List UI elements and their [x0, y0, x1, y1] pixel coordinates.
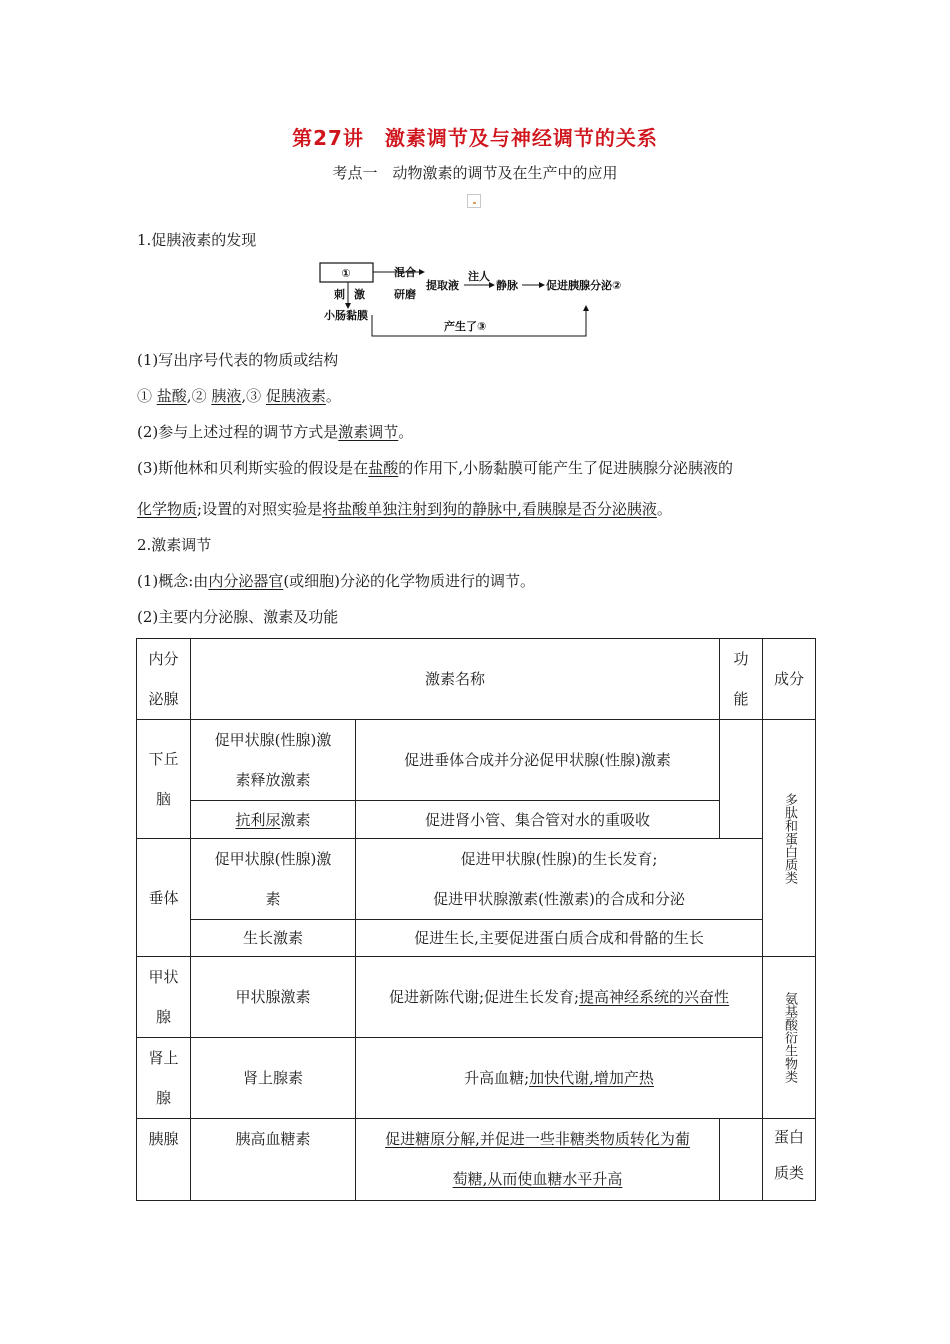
diagram-result: 促进胰腺分泌②	[546, 279, 622, 292]
function-epinephrine: 升高血糖;加快代谢,增加产热	[356, 1038, 763, 1119]
diagram-stim2: 激	[354, 288, 365, 301]
header-component: 成分	[763, 639, 816, 720]
table-row	[137, 957, 816, 1038]
gland-thyroid: 甲状 腺	[137, 957, 191, 1038]
table-row	[137, 920, 816, 957]
hormone-adh: 抗利尿激素	[191, 801, 356, 839]
table-row	[137, 801, 816, 839]
concept-line: (1)概念:由内分泌器官(或细胞)分泌的化学物质进行的调节。	[137, 572, 536, 590]
diagram-extract: 提取液	[426, 279, 459, 292]
section2-heading: 2.激素调节	[137, 536, 212, 554]
answer-regulation: 激素调节	[338, 423, 399, 441]
gland-pituitary: 垂体	[137, 839, 191, 957]
section-subtitle: 考点一 动物激素的调节及在生产中的应用	[332, 164, 618, 182]
hormone-thyroxine: 甲状腺激素	[191, 957, 356, 1038]
question-2: (2)参与上述过程的调节方式是激素调节。	[137, 423, 414, 441]
component-peptide: 多肽和蛋白质类	[763, 720, 816, 957]
function-glucagon: 促进糖原分解,并促进一些非糖类物质转化为葡 萄糖,从而使血糖水平升高	[356, 1119, 720, 1201]
hormone-gh: 生长激素	[191, 920, 356, 957]
question-1: (1)写出序号代表的物质或结构	[137, 351, 339, 369]
table-row	[137, 839, 816, 920]
component-amino: 氨基酸衍生物类	[763, 957, 816, 1119]
section1-heading: 1.促胰液素的发现	[137, 231, 257, 249]
header-gland: 内分 泌腺	[137, 639, 191, 720]
diagram-inject: 注人	[468, 270, 490, 283]
gland-adrenal: 肾上 腺	[137, 1038, 191, 1119]
diagram-produce: 产生了③	[444, 320, 487, 333]
question-3-line1: (3)斯他林和贝利斯实验的假设是在盐酸的作用下,小肠黏膜可能产生了促进胰腺分泌胰液的	[137, 459, 734, 477]
answer-secretin: 促胰液素	[265, 387, 326, 405]
diagram-label-1: ①	[341, 267, 351, 280]
question-3-line2: 化学物质;设置的对照实验是将盐酸单独注射到狗的静脉中,看胰腺是否分泌胰液。	[137, 500, 672, 518]
secretin-discovery-diagram	[316, 260, 636, 340]
page-title: 第27讲 激素调节及与神经调节的关系	[292, 126, 658, 150]
diagram-grind: 研磨	[394, 288, 416, 301]
hormone-epinephrine: 肾上腺素	[191, 1038, 356, 1119]
table-row	[137, 1038, 816, 1119]
component-protein: 蛋白 质类	[763, 1119, 816, 1201]
hormone-trh: 促甲状腺(性腺)激 素释放激素	[191, 720, 356, 801]
gland-pancreas: 胰腺	[137, 1119, 191, 1201]
diagram-mix: 混合	[394, 266, 416, 279]
diagram-mucosa: 小肠黏膜	[324, 309, 368, 322]
gland-hypothalamus: 下丘 脑	[137, 720, 191, 839]
table-row	[137, 720, 816, 801]
hormone-tsh: 促甲状腺(性腺)激 素	[191, 839, 356, 920]
hormone-table	[136, 638, 816, 1201]
function-trh: 促进垂体合成并分泌促甲状腺(性腺)激素	[356, 720, 720, 801]
hormone-glucagon: 胰高血糖素	[191, 1119, 356, 1201]
table-caption: (2)主要内分泌腺、激素及功能	[137, 608, 339, 626]
answer-1: ① 盐酸,② 胰液,③ 促胰液素。	[137, 387, 341, 405]
header-function: 功 能	[720, 639, 763, 720]
table-row	[137, 1119, 816, 1201]
function-gh: 促进生长,主要促进蛋白质合成和骨骼的生长	[356, 920, 763, 957]
diagram-stim1: 刺	[334, 288, 345, 301]
answer-pancreatic-juice: 胰液	[211, 387, 242, 405]
table-header-row	[137, 639, 816, 720]
placeholder-image-icon	[467, 194, 481, 208]
answer-hydrochloric-acid: 盐酸	[156, 387, 187, 405]
function-adh: 促进肾小管、集合管对水的重吸收	[356, 801, 720, 839]
function-tsh: 促进甲状腺(性腺)的生长发育; 促进甲状腺激素(性激素)的合成和分泌	[356, 839, 763, 920]
diagram-vein: 静脉	[496, 279, 518, 292]
function-thyroxine: 促进新陈代谢;促进生长发育;提高神经系统的兴奋性	[356, 957, 763, 1038]
header-hormone-name: 激素名称	[191, 639, 720, 720]
